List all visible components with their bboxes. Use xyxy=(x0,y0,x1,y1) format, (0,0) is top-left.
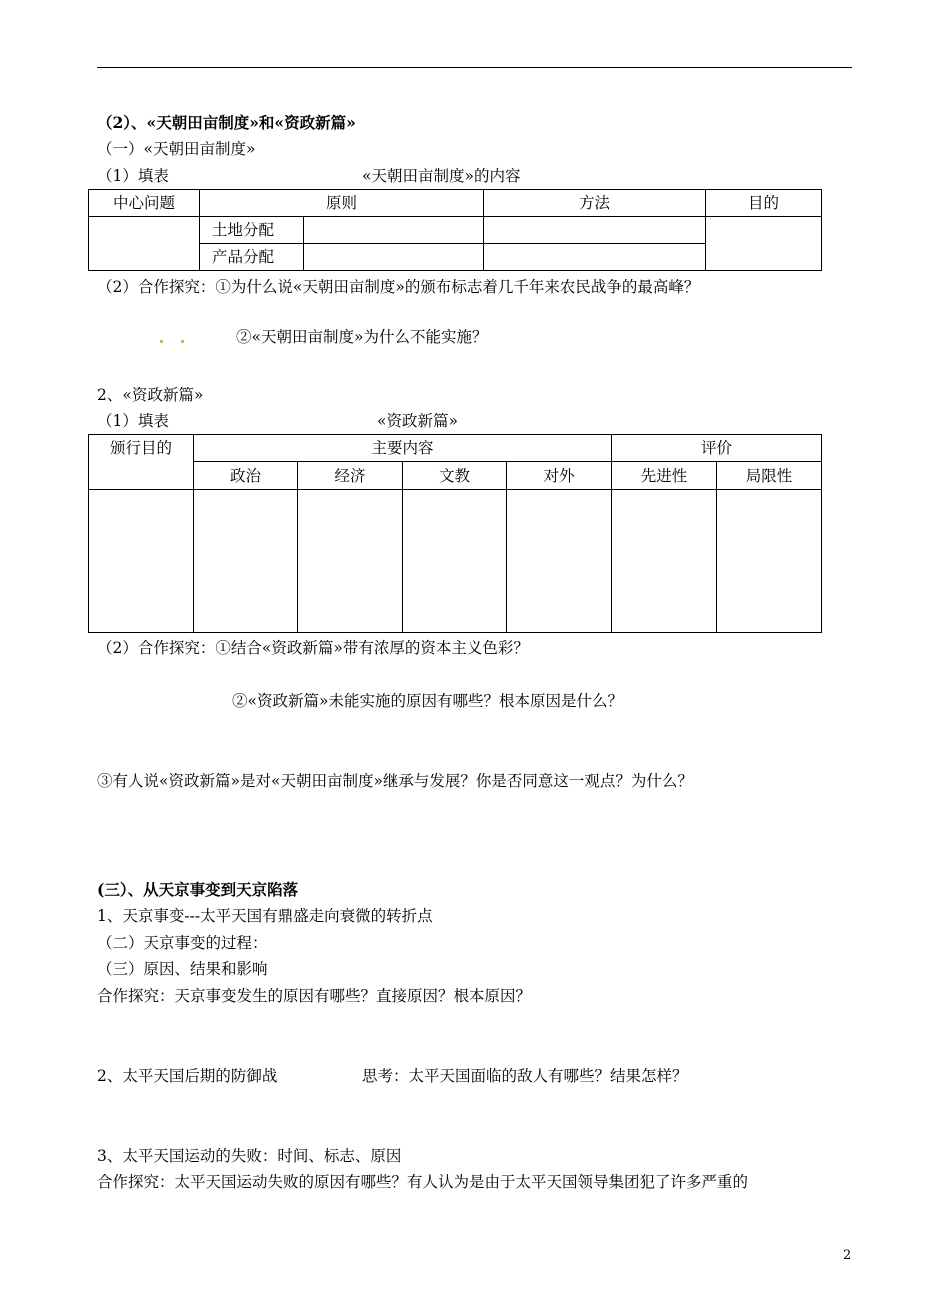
table1-cell-purpose xyxy=(706,217,822,271)
table1-header-principle: 原则 xyxy=(200,190,484,217)
table2-header-main: 主要内容 xyxy=(194,435,612,462)
table1-cell xyxy=(304,244,484,271)
table2-cell xyxy=(403,490,507,633)
section3-item3: 3、太平天国运动的失败：时间、标志、原因 xyxy=(97,1147,402,1165)
section3-item1-process: （二）天京事变的过程： xyxy=(97,934,268,952)
section3-item1-causes: （三）原因、结果和影响 xyxy=(97,960,268,978)
table2-header-advanced: 先进性 xyxy=(612,462,717,490)
section3-item2-think: 思考：太平天国面临的敌人有哪些？结果怎样？ xyxy=(362,1067,688,1085)
subsection2-question2: ②«资政新篇»未能实施的原因有哪些？根本原因是什么？ xyxy=(232,692,623,710)
table2-caption: «资政新篇» xyxy=(377,412,458,430)
subsection2-title: 2、«资政新篇» xyxy=(97,386,204,404)
table1-cell-center xyxy=(89,217,200,271)
header-rule xyxy=(97,67,852,68)
table2-header-foreign: 对外 xyxy=(507,462,612,490)
table2-header-purpose: 颁行目的 xyxy=(89,435,194,490)
zizheng-table xyxy=(88,434,822,633)
table2-header-culture: 文教 xyxy=(403,462,507,490)
table2-header-limits: 局限性 xyxy=(717,462,822,490)
subsection1-title: （一）«天朝田亩制度» xyxy=(97,140,256,158)
table2-cell xyxy=(89,490,194,633)
subsection2-fill-label: （1）填表 xyxy=(97,412,169,430)
tianchao-table xyxy=(88,189,822,271)
page-number: 2 xyxy=(843,1248,852,1263)
table2-cell xyxy=(298,490,403,633)
table1-cell xyxy=(304,217,484,244)
table1-cell xyxy=(484,217,706,244)
subsection1-question2: ②«天朝田亩制度»为什么不能实施？ xyxy=(236,328,488,346)
section3-heading: (三）、从天京事变到天京陷落 xyxy=(97,880,299,899)
table2-cell xyxy=(194,490,298,633)
table1-caption: «天朝田亩制度»的内容 xyxy=(362,167,521,185)
decorative-dot xyxy=(181,340,184,343)
subsection2-question1: （2）合作探究：①结合«资政新篇»带有浓厚的资本主义色彩？ xyxy=(97,639,529,657)
table1-header-method: 方法 xyxy=(484,190,706,217)
section3-item2: 2、太平天国后期的防御战 xyxy=(97,1067,278,1085)
section3-question1: 合作探究：天京事变发生的原因有哪些？直接原因？根本原因？ xyxy=(97,987,532,1005)
decorative-dot xyxy=(160,340,163,343)
subsection1-question1: （2）合作探究：①为什么说«天朝田亩制度»的颁布标志着几千年来农民战争的最高峰？ xyxy=(97,278,700,296)
table2-cell xyxy=(612,490,717,633)
section3-question3: 合作探究：太平天国运动失败的原因有哪些？有人认为是由于太平天国领导集团犯了许多严重的 xyxy=(97,1173,749,1191)
table1-header-purpose: 目的 xyxy=(706,190,822,217)
section3-item1: 1、天京事变---太平天国有鼎盛走向衰微的转折点 xyxy=(97,907,433,925)
table1-row-land: 土地分配 xyxy=(200,217,304,244)
table1-cell xyxy=(484,244,706,271)
table2-header-politics: 政治 xyxy=(194,462,298,490)
subsection2-question3: ③有人说«资政新篇»是对«天朝田亩制度»继承与发展？你是否同意这一观点？为什么？ xyxy=(97,772,693,790)
table1-row-product: 产品分配 xyxy=(200,244,304,271)
table2-header-economy: 经济 xyxy=(298,462,403,490)
table2-cell xyxy=(507,490,612,633)
table1-header-center: 中心问题 xyxy=(89,190,200,217)
section2-heading: （2）、«天朝田亩制度»和«资政新篇» xyxy=(97,113,356,132)
table2-cell xyxy=(717,490,822,633)
subsection1-fill-label: （1）填表 xyxy=(97,167,169,185)
table2-header-eval: 评价 xyxy=(612,435,822,462)
